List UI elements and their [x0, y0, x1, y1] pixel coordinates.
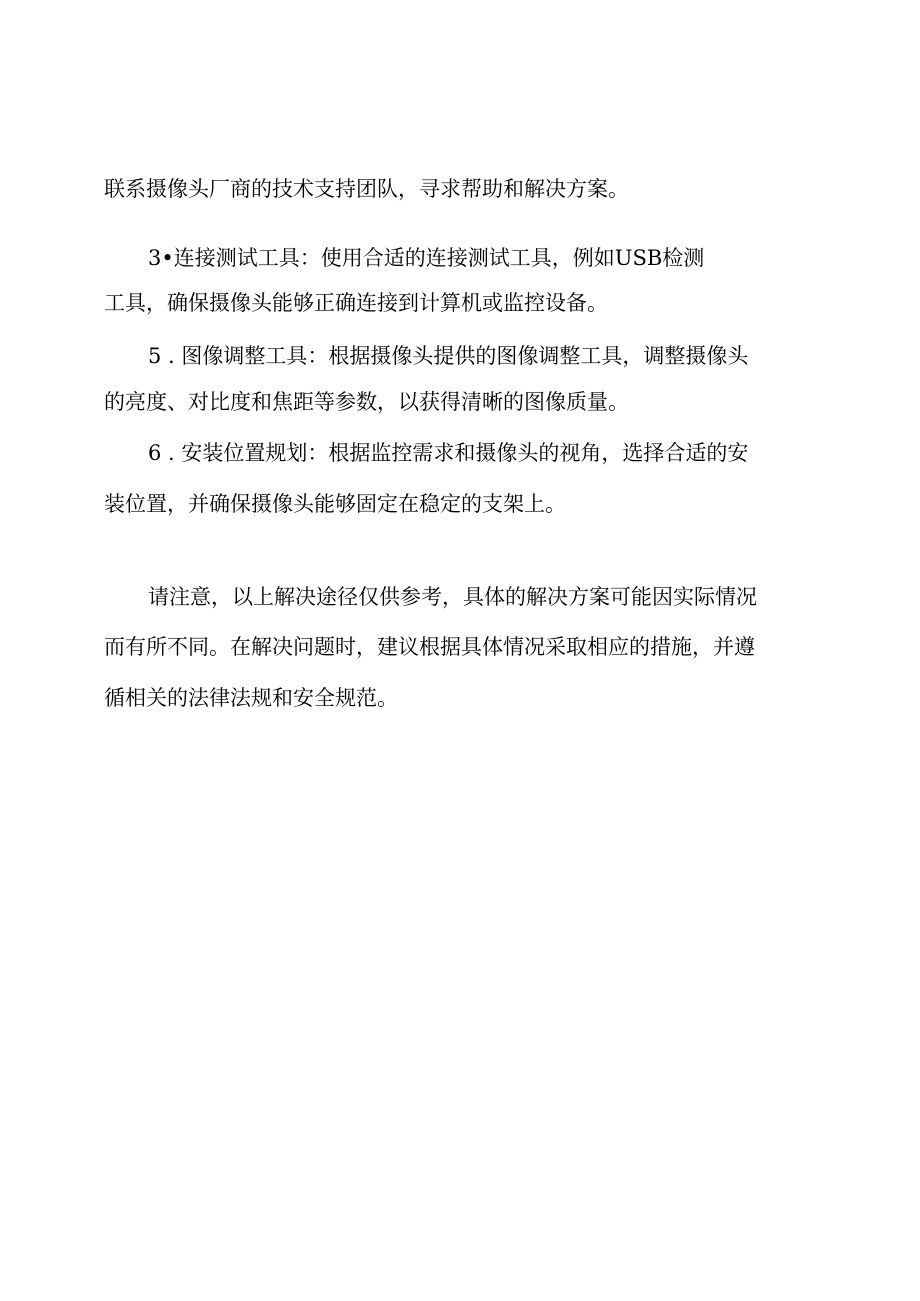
paragraph-line-6: 6 . 安装位置规划：根据监控需求和摄像头的视角，选择合适的安	[148, 441, 749, 465]
paragraph-line-1: 联系摄像头厂商的技术支持团队，寻求帮助和解决方案。	[104, 177, 629, 201]
paragraph-line-3: 工具，确保摄像头能够正确连接到计算机或监控设备。	[104, 291, 608, 315]
paragraph-line-2: 3•连接测试工具：使用合适的连接测试工具，例如USB检测	[148, 246, 705, 270]
paragraph-line-10: 循相关的法律法规和安全规范。	[104, 686, 398, 710]
paragraph-line-9: 而有所不同。在解决问题时，建议根据具体情况采取相应的措施，并遵	[104, 635, 755, 659]
paragraph-line-5: 的亮度、对比度和焦距等参数，以获得清晰的图像质量。	[104, 390, 629, 414]
paragraph-line-8: 请注意，以上解决途径仅供参考，具体的解决方案可能因实际情况	[148, 585, 757, 609]
paragraph-line-7: 装位置，并确保摄像头能够固定在稳定的支架上。	[104, 492, 566, 516]
paragraph-line-4: 5 . 图像调整工具：根据摄像头提供的图像调整工具，调整摄像头	[148, 344, 749, 368]
